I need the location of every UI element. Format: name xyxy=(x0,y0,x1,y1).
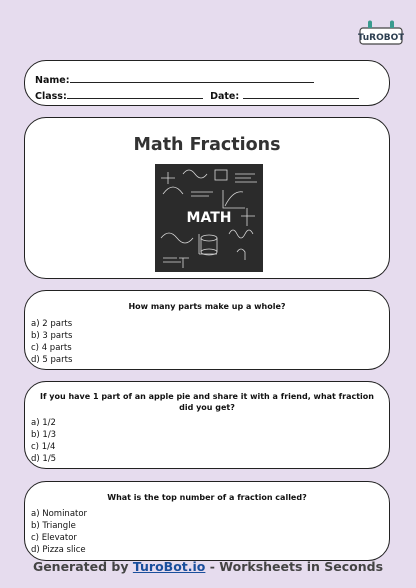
footer xyxy=(0,559,416,574)
worksheet-title: Math Fractions xyxy=(133,135,281,155)
answer-option[interactable]: d) 1/5 xyxy=(31,454,57,464)
math-chalkboard-image xyxy=(155,164,263,272)
question-card-1 xyxy=(24,290,390,370)
logo-text: TuROBOT xyxy=(358,33,404,43)
answer-option[interactable]: c) 1/4 xyxy=(31,442,56,452)
answer-option[interactable]: c) 4 parts xyxy=(31,343,72,353)
chalkboard-word: MATH xyxy=(186,210,232,226)
answer-option[interactable]: b) Triangle xyxy=(31,521,76,531)
answer-option[interactable]: d) Pizza slice xyxy=(31,545,86,555)
question-text: If you have 1 part of an apple pie and share it with a friend, what fraction did you get? xyxy=(40,392,374,412)
date-label: Date: xyxy=(210,91,240,102)
class-field[interactable] xyxy=(67,89,203,99)
answer-option[interactable]: a) 1/2 xyxy=(31,418,56,428)
name-label: Name: xyxy=(35,75,70,86)
answer-option[interactable]: c) Elevator xyxy=(31,533,77,543)
turobot-logo xyxy=(358,20,404,48)
title-card xyxy=(24,117,390,279)
footer-prefix: Generated by xyxy=(32,559,133,574)
date-field[interactable] xyxy=(243,89,359,99)
answer-option[interactable]: a) 2 parts xyxy=(31,319,73,329)
student-info-card xyxy=(24,60,390,106)
question-text: What is the top number of a fraction called? xyxy=(107,493,307,502)
answer-option[interactable]: d) 5 parts xyxy=(31,355,73,365)
turobot-link[interactable]: TuroBot.io xyxy=(132,559,206,574)
answer-option[interactable]: b) 3 parts xyxy=(31,331,73,341)
class-label: Class: xyxy=(35,91,67,102)
question-card-3 xyxy=(24,481,390,561)
answer-option[interactable]: b) 1/3 xyxy=(31,430,57,440)
answer-option[interactable]: a) Nominator xyxy=(31,509,88,519)
question-text: How many parts make up a whole? xyxy=(128,302,286,311)
question-card-2 xyxy=(24,381,390,469)
footer-suffix: - Worksheets in Seconds xyxy=(205,559,384,574)
name-field[interactable] xyxy=(70,73,314,83)
